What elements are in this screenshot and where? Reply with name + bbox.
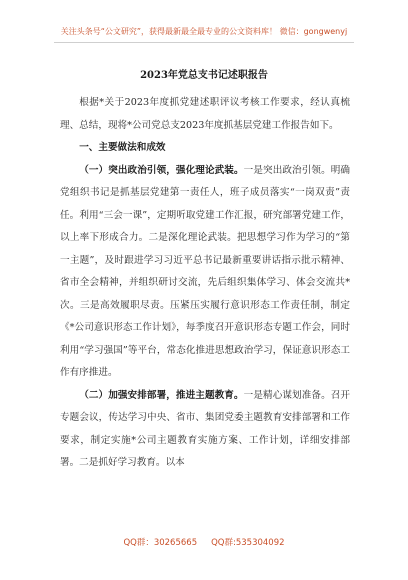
intro-paragraph: 根据*关于2023年度抓党建述职评议考核工作要求，经认真梳理、总结，现将*公司党总支2023年度抓基层党建工作报告如下。 — [60, 97, 350, 131]
paragraph-2 — [60, 385, 350, 475]
header-divider — [54, 42, 354, 43]
footer-qq-group-2: QQ群:535304092 — [211, 538, 285, 548]
paragraph-1-lead: （一）突出政治引领，强化理论武装。 — [79, 164, 244, 176]
document-title: 2023年党总支书记述职报告 — [140, 70, 268, 81]
header-banner: 关注头条号“公文研究”，获得最新最全最专业的公文资料库！ 微信：gongwenyj — [60, 27, 348, 36]
footer — [0, 536, 408, 548]
section-heading: 一、主要做法和成效 — [79, 142, 166, 153]
paragraph-1 — [60, 160, 350, 385]
paragraph-1-body: 一是突出政治引领。明确党组织书记是抓基层党建第一责任人，班子成员落实“一岗双责”责任。利用“三会一课”，定期听取党建工作汇报，研究部署党建工作，以上率下形成合力。二是深化理论武装。把思想学习作为学习的“第一主题”，及时跟进学习习近平总书记最新重要讲话指示批示精神、省市全会精神，并组织研讨交流，先后组织集体学习、体会交流共*次。三是高效履职尽责。压紧压实履行意识形态工作责任制，制定《*公司意识形态工作计划》，每季度召开意识形态专题工作会，同时利用“学习强国”等平台，常态化推进思想政治学习，保证意识形态工作有序推进。 — [60, 164, 351, 378]
document-body — [60, 92, 350, 475]
paragraph-2-lead: （二）加强安排部署，推进主题教育。 — [79, 389, 244, 401]
footer-qq-group-1: QQ群：30265665 — [123, 538, 198, 548]
paragraph-2-body: 一是精心谋划准备。召开专题会议，传达学习中央、省市、集团党委主题教育安排部署和工作要求，制定实施*公司主题教育实施方案、工作计划，详细安排部署。二是抓好学习教育。以本 — [60, 389, 351, 468]
